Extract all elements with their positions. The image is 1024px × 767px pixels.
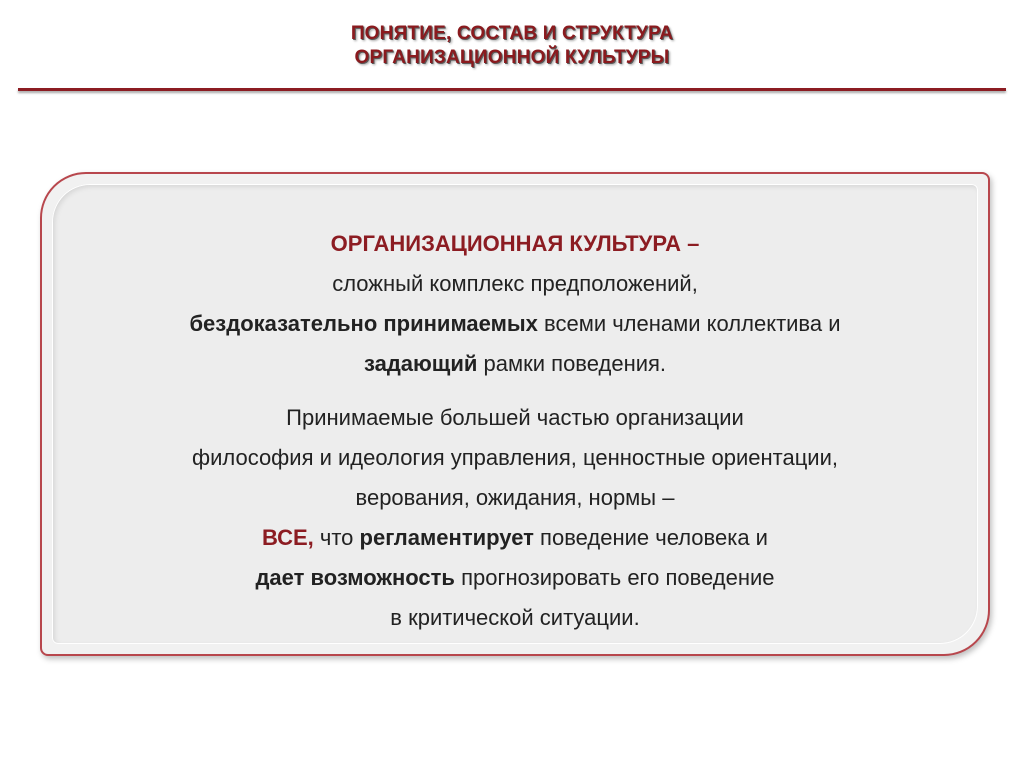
- definition-card: [40, 172, 990, 656]
- definition-line-2-emphasis: бездоказательно принимаемых: [189, 311, 538, 336]
- description-line-6: в критической ситуации.: [390, 605, 640, 630]
- definition-text: [52, 224, 978, 638]
- definition-line-1: сложный комплекс предположений,: [332, 271, 698, 296]
- definition-heading: ОРГАНИЗАЦИОННАЯ КУЛЬТУРА –: [330, 231, 700, 256]
- slide-title-line-2: ОРГАНИЗАЦИОННОЙ КУЛЬТУРЫ: [354, 47, 670, 68]
- description-line-2: философия и идеология управления, ценностные ориентации,: [191, 445, 838, 470]
- description-line-4: [52, 518, 978, 558]
- description-line-3: верования, ожидания, нормы –: [355, 485, 675, 510]
- description-line-4-mid: что: [313, 525, 360, 550]
- description-line-5-emphasis: дает возможность: [255, 565, 455, 590]
- definition-line-3-rest: рамки поведения.: [477, 351, 667, 376]
- description-line-1: Принимаемые большей частью организации: [286, 405, 744, 430]
- definition-line-3-emphasis: задающий: [363, 351, 478, 376]
- description-line-4-rest: поведение человека и: [533, 525, 768, 550]
- description-line-4-emphasis: регламентирует: [359, 525, 534, 550]
- description-line-5: [52, 558, 978, 598]
- slide-title: [0, 22, 1024, 70]
- definition-line-2: [52, 304, 978, 344]
- description-line-5-rest: прогнозировать его поведение: [454, 565, 775, 590]
- definition-line-3: [52, 344, 978, 384]
- description-all-emphasis: ВСЕ,: [262, 525, 314, 550]
- definition-card-inner: [52, 184, 978, 644]
- slide-title-line-1: ПОНЯТИЕ, СОСТАВ И СТРУКТУРА: [350, 23, 674, 44]
- definition-line-2-rest: всеми членами коллектива и: [537, 311, 841, 336]
- paragraph-gap: [52, 384, 978, 398]
- title-divider: [18, 88, 1006, 91]
